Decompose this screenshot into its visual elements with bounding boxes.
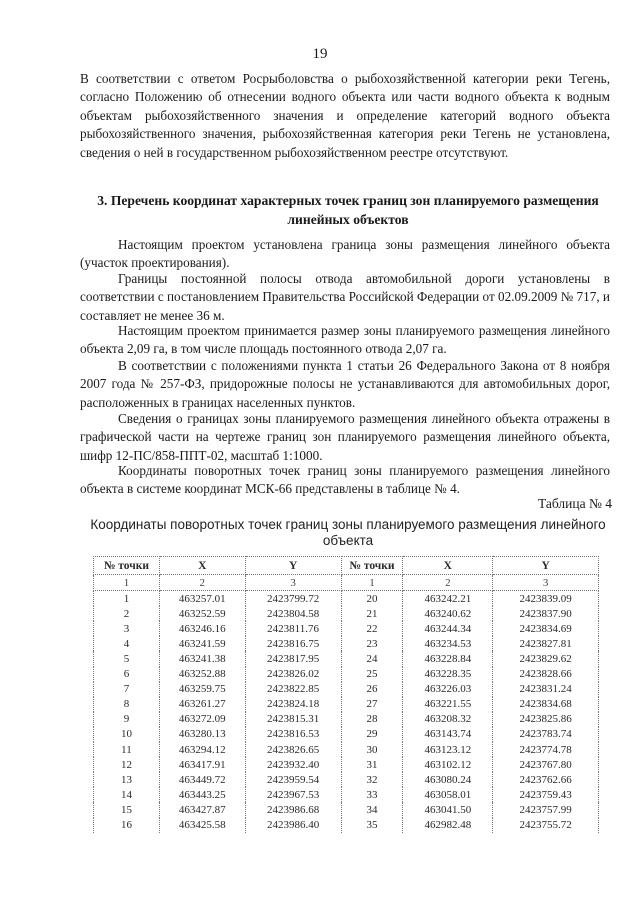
- cell-point-number-right: 30: [341, 742, 403, 757]
- intro-paragraph: В соответствии с ответом Росрыболовства о рыбохозяйственной категории реки Тегень, согласно Положению об отнесении водного объекта или части водного объекта к водным объектам рыбохозяйственного значения и определение категорий водного объекта рыбохозяйственного значения, рыбохозяйственная категория реки Тегень не установлена, сведения о ней в государственном рыбохозяйственном реестре отсутствуют.: [80, 71, 610, 160]
- table-caption: Координаты поворотных точек границ зоны планируемого размещения линейного объекта: [90, 517, 606, 548]
- cell-y-left: 2423824.18: [245, 697, 341, 712]
- cell-point-number-left: 13: [94, 772, 160, 787]
- cell-x-left: 463257.01: [159, 591, 245, 607]
- cell-point-number-left: 7: [94, 682, 160, 697]
- header-point-number-left: № точки: [94, 557, 160, 575]
- cell-x-left: 463261.27: [159, 697, 245, 712]
- cell-y-right: 2423767.80: [493, 757, 599, 772]
- cell-x-left: 463280.13: [159, 727, 245, 742]
- cell-point-number-left: 9: [94, 712, 160, 727]
- cell-y-right: 2423759.43: [493, 787, 599, 802]
- cell-point-number-right: 33: [341, 787, 403, 802]
- table-row: [94, 787, 599, 802]
- cell-x-left: 463427.87: [159, 802, 245, 817]
- page-number: 19: [312, 46, 328, 62]
- cell-point-number-left: 6: [94, 667, 160, 682]
- cell-point-number-left: 2: [94, 606, 160, 621]
- cell-y-right: 2423755.72: [493, 818, 599, 833]
- cell-x-left: 463252.59: [159, 606, 245, 621]
- cell-point-number-left: 16: [94, 818, 160, 833]
- cell-point-number-left: 14: [94, 787, 160, 802]
- cell-point-number-right: 23: [341, 636, 403, 651]
- cell-point-number-right: 21: [341, 606, 403, 621]
- header-point-number-right: № точки: [341, 557, 403, 575]
- header-y-right: Y: [493, 557, 599, 575]
- cell-y-left: 2423817.95: [245, 651, 341, 666]
- cell-y-right: 2423757.99: [493, 802, 599, 817]
- cell-x-left: 463425.58: [159, 818, 245, 833]
- cell-y-left: 2423986.68: [245, 802, 341, 817]
- cell-point-number-right: 26: [341, 682, 403, 697]
- cell-y-left: 2423816.75: [245, 636, 341, 651]
- cell-y-left: 2423826.65: [245, 742, 341, 757]
- cell-y-left: 2423967.53: [245, 787, 341, 802]
- table-index-row: [94, 575, 599, 591]
- cell-x-right: 463058.01: [403, 787, 493, 802]
- cell-x-right: 463221.55: [403, 697, 493, 712]
- table-row: [94, 697, 599, 712]
- cell-y-left: 2423804.58: [245, 606, 341, 621]
- table-row: [94, 802, 599, 817]
- table-row: [94, 742, 599, 757]
- cell-x-left: 463417.91: [159, 757, 245, 772]
- cell-point-number-right: 24: [341, 651, 403, 666]
- cell-y-right: 2423762.66: [493, 772, 599, 787]
- cell-y-left: 2423826.02: [245, 667, 341, 682]
- cell-y-left: 2423932.40: [245, 757, 341, 772]
- cell-x-right: 463226.03: [403, 682, 493, 697]
- cell-x-left: 463241.38: [159, 651, 245, 666]
- header-x-right: X: [403, 557, 493, 575]
- table-row: [94, 682, 599, 697]
- cell-y-right: 2423829.62: [493, 651, 599, 666]
- cell-x-right: 463240.62: [403, 606, 493, 621]
- cell-point-number-right: 35: [341, 818, 403, 833]
- table-row: [94, 591, 599, 607]
- table-row: [94, 621, 599, 636]
- cell-y-right: 2423839.09: [493, 591, 599, 607]
- header-y-left: Y: [245, 557, 341, 575]
- cell-y-right: 2423828.66: [493, 667, 599, 682]
- cell-x-right: 463102.12: [403, 757, 493, 772]
- cell-y-left: 2423815.31: [245, 712, 341, 727]
- cell-x-right: 463228.84: [403, 651, 493, 666]
- section-heading: 3. Перечень координат характерных точек границ зон планируемого размещения линейных объектов: [97, 193, 599, 227]
- table-row: [94, 772, 599, 787]
- paragraph-roadside-strips: В соответствии с положениями пункта 1 статьи 26 Федерального Закона от 8 ноября 2007 года № 257-ФЗ, придорожные полосы не устанавливаются для автомобильных дорог, расположенных в границах населенных пунктов.: [80, 358, 610, 410]
- cell-x-right: 463244.34: [403, 621, 493, 636]
- table-label: Таблица № 4: [538, 496, 612, 511]
- cell-point-number-left: 3: [94, 621, 160, 636]
- cell-y-right: 2423831.24: [493, 682, 599, 697]
- cell-x-right: 463123.12: [403, 742, 493, 757]
- cell-x-right: 463228.35: [403, 667, 493, 682]
- cell-x-left: 463241.59: [159, 636, 245, 651]
- cell-y-right: 2423783.74: [493, 727, 599, 742]
- table-row: [94, 712, 599, 727]
- paragraph-zone-size: Настоящим проектом принимается размер зоны планируемого размещения линейного объекта 2,09 га, в том числе площадь постоянного отвода 2,07 га.: [80, 323, 610, 357]
- cell-x-right: 462982.48: [403, 818, 493, 833]
- cell-y-left: 2423959.54: [245, 772, 341, 787]
- cell-point-number-right: 29: [341, 727, 403, 742]
- cell-point-number-right: 31: [341, 757, 403, 772]
- cell-y-right: 2423834.68: [493, 697, 599, 712]
- index-cell: 3: [493, 575, 599, 591]
- index-cell: 2: [403, 575, 493, 591]
- table-row: [94, 727, 599, 742]
- index-cell: 1: [94, 575, 160, 591]
- cell-point-number-left: 11: [94, 742, 160, 757]
- paragraph-graphic-part: Сведения о границах зоны планируемого размещения линейного объекта отражены в графической части на чертеже границ зон планируемого размещения линейного объекта, шифр 12-ПС/858-ППТ-02, масштаб 1:1000.: [80, 411, 610, 463]
- coordinates-table: [93, 556, 599, 833]
- cell-y-right: 2423827.81: [493, 636, 599, 651]
- cell-x-left: 463259.75: [159, 682, 245, 697]
- index-cell: 3: [245, 575, 341, 591]
- cell-point-number-left: 10: [94, 727, 160, 742]
- cell-point-number-left: 4: [94, 636, 160, 651]
- cell-x-right: 463242.21: [403, 591, 493, 607]
- cell-y-left: 2423986.40: [245, 818, 341, 833]
- cell-point-number-left: 15: [94, 802, 160, 817]
- cell-point-number-left: 1: [94, 591, 160, 607]
- paragraph-coordinates-reference: Координаты поворотных точек границ зоны планируемого размещения линейного объекта в системе координат МСК-66 представлены в таблице № 4.: [80, 463, 610, 497]
- cell-x-left: 463272.09: [159, 712, 245, 727]
- cell-x-left: 463443.25: [159, 787, 245, 802]
- cell-point-number-right: 27: [341, 697, 403, 712]
- cell-point-number-right: 34: [341, 802, 403, 817]
- paragraph-zone-boundary: Настоящим проектом установлена граница зоны размещения линейного объекта (участок проектирования).: [80, 237, 610, 271]
- table-row: [94, 757, 599, 772]
- cell-x-right: 463208.32: [403, 712, 493, 727]
- table-row: [94, 651, 599, 666]
- cell-x-left: 463449.72: [159, 772, 245, 787]
- cell-y-right: 2423774.78: [493, 742, 599, 757]
- cell-point-number-right: 25: [341, 667, 403, 682]
- cell-point-number-left: 8: [94, 697, 160, 712]
- cell-point-number-left: 5: [94, 651, 160, 666]
- cell-x-left: 463252.88: [159, 667, 245, 682]
- cell-y-right: 2423837.90: [493, 606, 599, 621]
- cell-x-left: 463246.16: [159, 621, 245, 636]
- cell-point-number-right: 20: [341, 591, 403, 607]
- cell-y-left: 2423816.53: [245, 727, 341, 742]
- cell-y-right: 2423825.86: [493, 712, 599, 727]
- cell-x-left: 463294.12: [159, 742, 245, 757]
- cell-point-number-left: 12: [94, 757, 160, 772]
- table-row: [94, 636, 599, 651]
- cell-x-right: 463080.24: [403, 772, 493, 787]
- cell-y-left: 2423811.76: [245, 621, 341, 636]
- cell-x-right: 463041.50: [403, 802, 493, 817]
- header-x-left: X: [159, 557, 245, 575]
- table-header-row: [94, 557, 599, 575]
- table-row: [94, 818, 599, 833]
- cell-x-right: 463234.53: [403, 636, 493, 651]
- cell-point-number-right: 28: [341, 712, 403, 727]
- index-cell: 2: [159, 575, 245, 591]
- table-row: [94, 606, 599, 621]
- cell-point-number-right: 32: [341, 772, 403, 787]
- cell-y-left: 2423799.72: [245, 591, 341, 607]
- cell-y-left: 2423822.85: [245, 682, 341, 697]
- cell-x-right: 463143.74: [403, 727, 493, 742]
- table-row: [94, 667, 599, 682]
- index-cell: 1: [341, 575, 403, 591]
- cell-y-right: 2423834.69: [493, 621, 599, 636]
- cell-point-number-right: 22: [341, 621, 403, 636]
- paragraph-right-of-way: Границы постоянной полосы отвода автомобильной дороги установлены в соответствии с постановлением Правительства Российской Федерации от 02.09.2009 № 717, и составляет не менее 36 м.: [80, 271, 610, 323]
